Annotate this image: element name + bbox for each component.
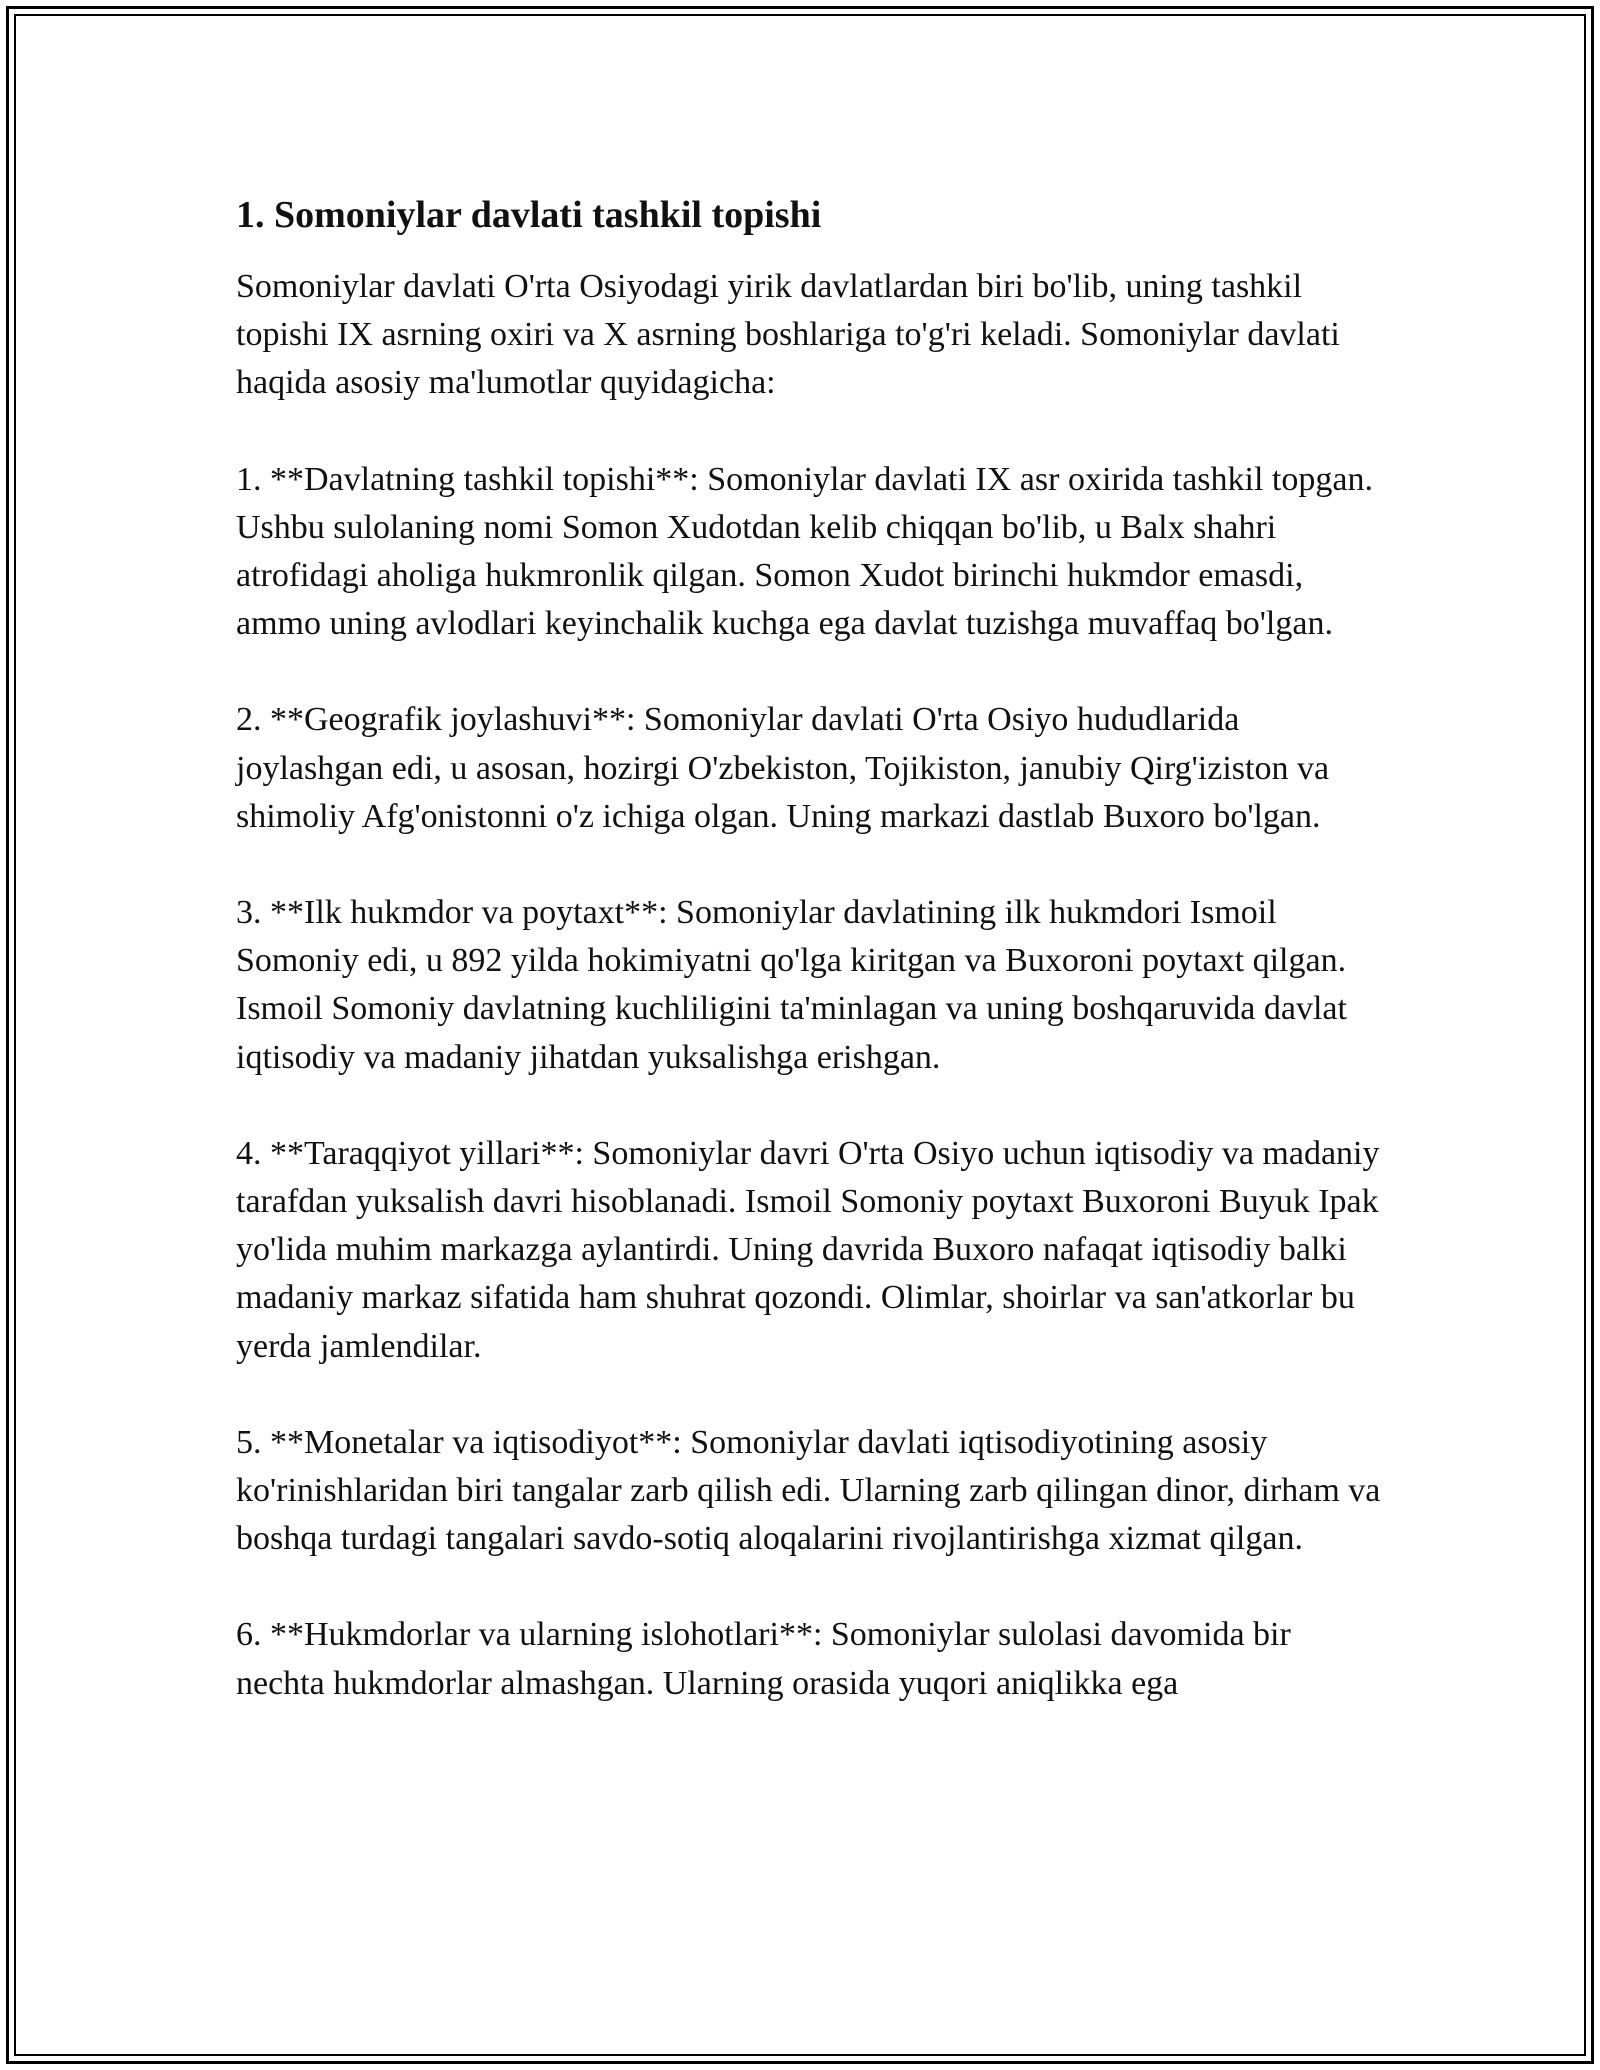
paragraph-rulers-reforms: 6. **Hukmdorlar va ularning islohotlari**: Somoniylar sulolasi davomida bir nechta hukmdorlar almashgan. Ularning orasida yuqori aniqlikka ega — [236, 1616, 1291, 1702]
paragraph-coins-economy: 5. **Monetalar va iqtisodiyot**: Somoniylar davlati iqtisodiyotining asosiy ko'rinishlaridan biri tangalar zarb qilish edi. Ularning zarb qilingan dinor, dirham va boshqa turdagi tangalari savdo-sotiq aloqalarini rivojlantirishga xizmat qilgan. — [236, 1423, 1381, 1558]
paragraph-geography: 2. **Geografik joylashuvi**: Somoniylar davlati O'rta Osiyo hududlarida joylashgan edi, u asosan, hozirgi O'zbekiston, Tojikiston, janubiy Qirg'iziston va shimoliy Afg'onistonni o'z ichiga olgan. Uning markazi dastlab Buxoro bo'lgan. — [236, 701, 1330, 835]
paragraph-development: 4. **Taraqqiyot yillari**: Somoniylar davri O'rta Osiyo uchun iqtisodiy va madaniy tarafdan yuksalish davri hisoblanadi. Ismoil Somoniy poytaxt Buxoroni Buyuk Ipak yo'lida muhim markazga aylantirdi. Uning davrida Buxoro nafaqat iqtisodiy balki madaniy markaz sifatida ham shuhrat qozondi. Olimlar, shoirlar va san'atkorlar bu yerda jamlendilar. — [236, 1134, 1380, 1365]
paragraph-first-ruler: 3. **Ilk hukmdor va poytaxt**: Somoniylar davlatining ilk hukmdori Ismoil Somoniy edi, u 892 yilda hokimiyatni qo'lga kiritgan va Buxoroni poytaxt qilgan. Ismoil Somoniy davlatning kuchliligini ta'minlagan va uning boshqaruvida davlat iqtisodiy va madaniy jihatdan yuksalishga erishgan. — [236, 894, 1347, 1076]
page-title: 1. Somoniylar davlati tashkil topishi — [236, 194, 822, 236]
paragraph-founding: 1. **Davlatning tashkil topishi**: Somoniylar davlati IX asr oxirida tashkil topgan. Ushbu sulolaning nomi Somon Xudotdan kelib chiqqan bo'lib, u Balx shahri atrofidagi aholiga hukmronlik qilgan. Somon Xudot birinchi hukmdor emasdi, ammo uning avlodlari keyinchalik kuchga ega davlat tuzishga muvaffaq bo'lgan. — [236, 460, 1373, 643]
intro-paragraph: Somoniylar davlati O'rta Osiyodagi yirik davlatlardan biri bo'lib, uning tashkil topishi IX asrning oxiri va X asrning boshlariga to'g'ri keladi. Somoniylar davlati haqida asosiy ma'lumotlar quyidagicha: — [236, 268, 1340, 402]
document-body — [236, 190, 1386, 1756]
